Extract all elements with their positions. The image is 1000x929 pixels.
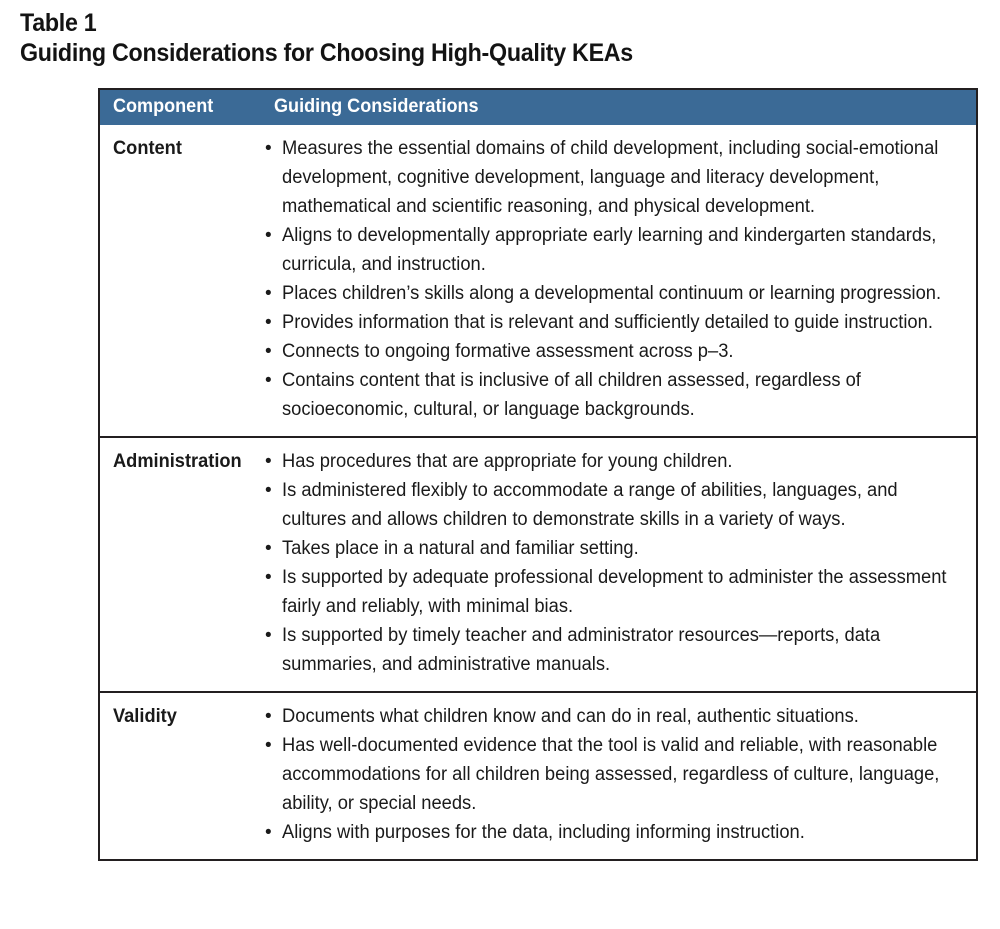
column-header-component-label: Component xyxy=(113,96,214,117)
table-header-row xyxy=(100,90,976,125)
consideration-text: Has procedures that are appropriate for young children. xyxy=(282,451,733,472)
table-header xyxy=(100,90,976,125)
consideration-text: Provides information that is relevant and sufficiently detailed to guide instruction. xyxy=(282,312,933,333)
bullet-icon: • xyxy=(265,480,272,501)
bullet-icon: • xyxy=(265,370,272,391)
bullet-icon: • xyxy=(265,735,272,756)
kea-table xyxy=(100,90,976,859)
consideration-item xyxy=(265,134,964,221)
column-header-component xyxy=(100,90,265,125)
consideration-item xyxy=(265,702,964,731)
table-body xyxy=(100,125,976,859)
table-caption xyxy=(20,8,980,68)
column-header-considerations-label: Guiding Considerations xyxy=(274,96,479,117)
bullet-icon: • xyxy=(265,625,272,646)
bullet-icon: • xyxy=(265,341,272,362)
table-row xyxy=(100,125,976,437)
consideration-text: Contains content that is inclusive of all children assessed, regardless of socioeconomic, cultural, or language backgrounds. xyxy=(282,370,861,420)
consideration-text: Connects to ongoing formative assessment across p–3. xyxy=(282,341,734,362)
bullet-icon: • xyxy=(265,706,272,727)
component-label: Content xyxy=(113,138,182,159)
consideration-text: Is supported by timely teacher and administrator resources—reports, data summaries, and administrative manuals. xyxy=(282,625,881,675)
component-label: Administration xyxy=(113,451,242,472)
consideration-item xyxy=(265,366,964,424)
consideration-item xyxy=(265,447,964,476)
considerations-list xyxy=(265,134,964,424)
consideration-item xyxy=(265,818,964,847)
consideration-item xyxy=(265,308,964,337)
component-cell xyxy=(100,437,265,692)
component-cell xyxy=(100,692,265,859)
component-label: Validity xyxy=(113,706,177,727)
consideration-item xyxy=(265,621,964,679)
consideration-text: Aligns with purposes for the data, including informing instruction. xyxy=(282,822,805,843)
considerations-cell xyxy=(265,125,976,437)
consideration-item xyxy=(265,731,964,818)
table-title: Guiding Considerations for Choosing High-Quality KEAs xyxy=(20,39,633,67)
consideration-item xyxy=(265,563,964,621)
consideration-item xyxy=(265,279,964,308)
considerations-list xyxy=(265,447,964,679)
bullet-icon: • xyxy=(265,567,272,588)
bullet-icon: • xyxy=(265,451,272,472)
bullet-icon: • xyxy=(265,225,272,246)
consideration-text: Documents what children know and can do in real, authentic situations. xyxy=(282,706,859,727)
consideration-item xyxy=(265,476,964,534)
component-cell xyxy=(100,125,265,437)
consideration-text: Places children’s skills along a developmental continuum or learning progression. xyxy=(282,283,942,304)
consideration-text: Has well-documented evidence that the tool is valid and reliable, with reasonable accommodations for all children being assessed, regardless of culture, language, ability, or special needs. xyxy=(282,735,940,814)
table-row xyxy=(100,692,976,859)
column-header-considerations xyxy=(265,90,976,125)
bullet-icon: • xyxy=(265,538,272,559)
considerations-list xyxy=(265,702,964,847)
consideration-item xyxy=(265,337,964,366)
consideration-text: Aligns to developmentally appropriate early learning and kindergarten standards, curricula, and instruction. xyxy=(282,225,937,275)
consideration-item xyxy=(265,534,964,563)
consideration-item xyxy=(265,221,964,279)
bullet-icon: • xyxy=(265,138,272,159)
consideration-text: Takes place in a natural and familiar setting. xyxy=(282,538,639,559)
consideration-text: Is supported by adequate professional development to administer the assessment fairly and reliably, with minimal bias. xyxy=(282,567,947,617)
bullet-icon: • xyxy=(265,283,272,304)
kea-table-container xyxy=(98,88,978,861)
considerations-cell xyxy=(265,692,976,859)
considerations-cell xyxy=(265,437,976,692)
bullet-icon: • xyxy=(265,312,272,333)
table-number: Table 1 xyxy=(20,9,97,37)
table-row xyxy=(100,437,976,692)
consideration-text: Is administered flexibly to accommodate a range of abilities, languages, and cultures and allows children to demonstrate skills in a variety of ways. xyxy=(282,480,898,530)
bullet-icon: • xyxy=(265,822,272,843)
consideration-text: Measures the essential domains of child development, including social-emotional development, cognitive development, language and literacy development, mathematical and scientific reasoning, and physical development. xyxy=(282,138,939,217)
